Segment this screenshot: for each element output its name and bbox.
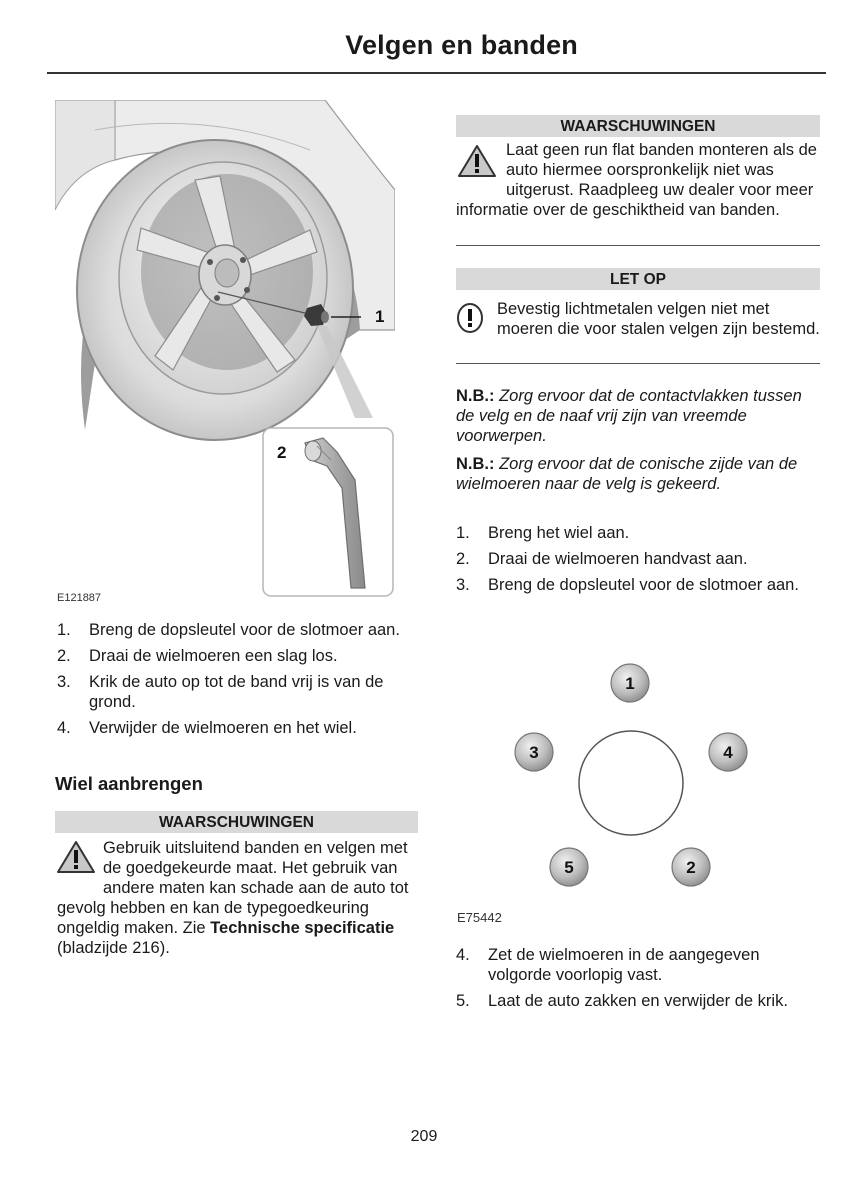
note-paragraph: N.B.: Zorg ervoor dat de conische zijde van de wielmoeren naar de velg is gekeerd. <box>456 455 798 493</box>
section-heading: Wiel aanbrengen <box>55 773 203 794</box>
warning-banner: WAARSCHUWINGEN <box>456 115 820 137</box>
svg-text:3: 3 <box>529 743 539 762</box>
wheel-nut-4 <box>709 733 747 771</box>
wheel-nut-1 <box>611 664 649 702</box>
list-item: 2. Draai de wielmoeren handvast aan. <box>456 550 748 568</box>
wheel-illustration <box>55 100 395 600</box>
svg-text:4: 4 <box>723 743 733 762</box>
page-number: 209 <box>410 1128 438 1145</box>
wheel-removal-drawing <box>55 100 395 600</box>
svg-text:5: 5 <box>564 858 574 877</box>
warning-banner: WAARSCHUWINGEN <box>55 811 418 833</box>
svg-text:1: 1 <box>625 674 635 693</box>
figure-code: E121887 <box>57 592 102 604</box>
callout-1-label: 1 <box>375 307 385 326</box>
caution-banner: LET OP <box>456 268 820 290</box>
list-item: 4. Zet de wielmoeren in de aangegeven volgorde voorlopig vast. <box>456 946 760 984</box>
tightening-sequence-diagram <box>500 655 760 895</box>
figure-code: E75442 <box>457 910 502 925</box>
list-item: 1. Breng het wiel aan. <box>456 524 630 542</box>
wheel-nut-2 <box>672 848 710 886</box>
page-title: Velgen en banden <box>345 30 578 60</box>
wheel-nut-5 <box>550 848 588 886</box>
list-item: 3. Breng de dopsleutel voor de slotmoer aan. <box>456 576 799 594</box>
spec-reference-link[interactable]: Technische specificatie <box>210 919 395 937</box>
list-item: 3. Krik de auto op tot de band vrij is van de grond. <box>57 673 384 711</box>
warning-text: Laat geen run flat banden monteren als de auto hiermee oorspronkelijk niet was uitgerust. Raadpleeg uw dealer voor meer informatie over de geschiktheid van banden. <box>456 141 817 219</box>
warning-text: Gebruik uitsluitend banden en velgen met de goedgekeurde maat. Het gebruik van andere maten kan schade aan de auto tot gevolg hebben en kan de typegoedkeuring ongeldig maken. Zie Technische specificatie (bladzijde 216). <box>57 839 409 957</box>
list-item: 1. Breng de dopsleutel voor de slotmoer aan. <box>57 621 400 639</box>
wheel-nut-3 <box>515 733 553 771</box>
title-divider <box>47 72 826 74</box>
hub-circle <box>579 731 683 835</box>
caution-text: Bevestig lichtmetalen velgen niet met moeren die voor stalen velgen zijn bestemd. <box>497 300 820 338</box>
list-item: 4. Verwijder de wielmoeren en het wiel. <box>57 719 357 737</box>
svg-text:2: 2 <box>686 858 696 877</box>
list-item: 5. Laat de auto zakken en verwijder de krik. <box>456 992 788 1010</box>
caution-exclamation-icon <box>456 301 486 335</box>
list-item: 2. Draai de wielmoeren een slag los. <box>57 647 338 665</box>
note-paragraph: N.B.: Zorg ervoor dat de contactvlakken tussen de velg en de naaf vrij zijn van vreemde voorwerpen. <box>456 387 802 445</box>
callout-2-label: 2 <box>277 443 287 462</box>
section-divider <box>456 245 820 246</box>
removal-steps-list <box>57 620 422 744</box>
fitting-steps-list-continued <box>456 945 822 1017</box>
fitting-steps-list <box>456 523 822 601</box>
section-divider <box>456 363 820 364</box>
